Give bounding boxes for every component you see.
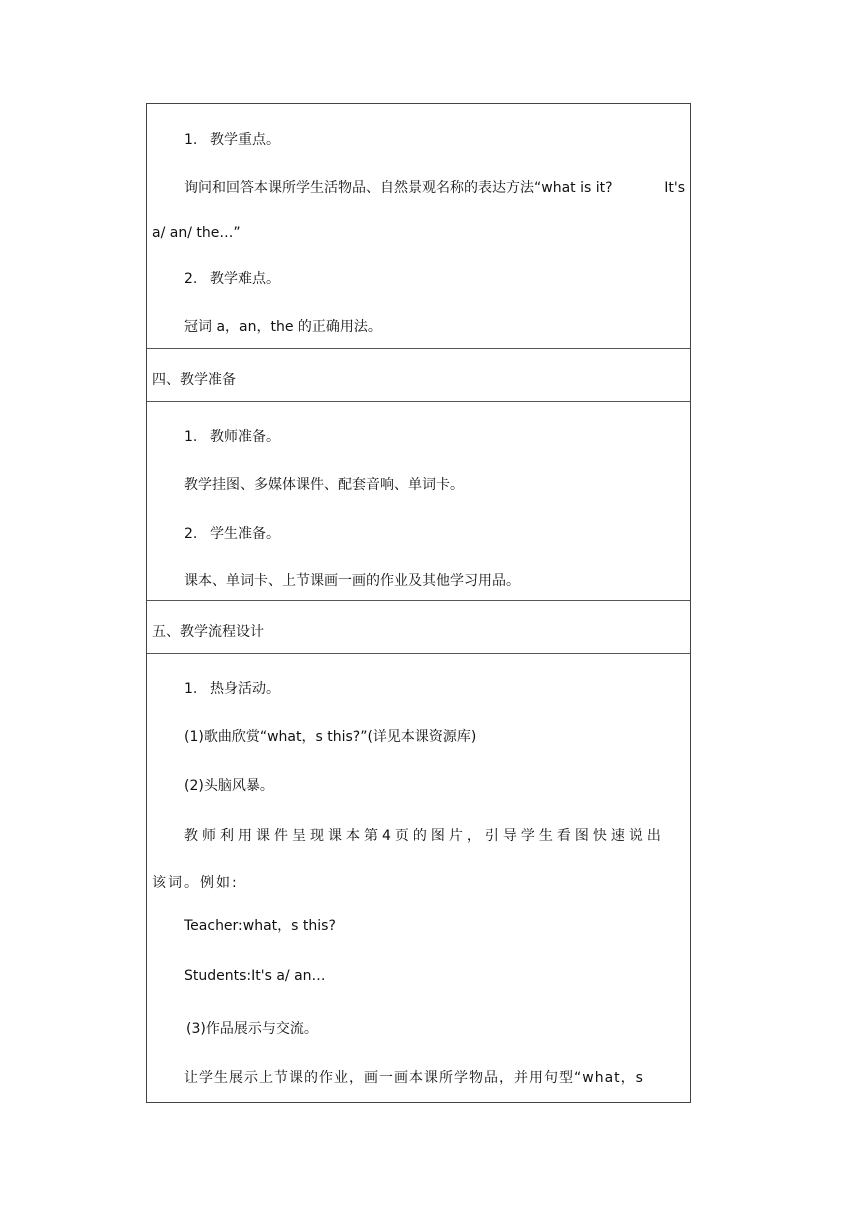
item-number: 1. — [184, 132, 198, 148]
difficult-point-text: 冠词 a，an，the 的正确用法。 — [184, 319, 382, 335]
item-number: 2. — [184, 526, 198, 542]
work-display: (3)作品展示与交流。 — [186, 1021, 318, 1037]
key-point-text-line1 — [184, 178, 685, 198]
item-title: 教学难点。 — [210, 271, 280, 287]
key-point-text-line2: a/ an/ the…” — [152, 225, 241, 241]
difficult-point-heading — [184, 269, 280, 289]
item-number: 1. — [184, 681, 198, 697]
brainstorm-text-line1: 教师利用课件呈现课本第4页的图片，引导学生看图快速说出 — [184, 828, 665, 844]
student-prep-heading — [184, 524, 280, 544]
item-number: 1. — [184, 429, 198, 445]
teacher-prep-text: 教学挂图、多媒体课件、配套音响、单词卡。 — [184, 477, 464, 493]
student-prep-text: 课本、单词卡、上节课画一画的作业及其他学习用品。 — [184, 573, 520, 589]
row-divider — [147, 401, 690, 402]
section-heading-process: 五、教学流程设计 — [152, 624, 264, 640]
item-title: 教师准备。 — [210, 429, 280, 445]
song-appreciation: (1)歌曲欣赏“what，s this?”(详见本课资源库) — [184, 729, 477, 745]
item-number: 2. — [184, 271, 198, 287]
brainstorm-text-line2: 该词。例如: — [152, 875, 239, 891]
row-divider — [147, 653, 690, 654]
key-point-text-a: 询问和回答本课所学生活物品、自然景观名称的表达方法“what is it? — [184, 180, 613, 196]
item-title: 学生准备。 — [210, 526, 280, 542]
dialog-teacher: Teacher:what，s this? — [184, 918, 336, 934]
item-title: 热身活动。 — [210, 681, 280, 697]
key-point-heading — [184, 130, 280, 150]
key-point-text-b: It's — [664, 180, 685, 196]
section-heading-preparation: 四、教学准备 — [152, 372, 236, 388]
row-divider — [147, 348, 690, 349]
brainstorm: (2)头脑风暴。 — [184, 778, 274, 794]
dialog-students: Students:It's a/ an… — [184, 968, 326, 984]
work-display-text: 让学生展示上节课的作业，画一画本课所学物品，并用句型“what，s — [184, 1070, 644, 1086]
warmup-heading — [184, 679, 280, 699]
row-divider — [147, 600, 690, 601]
lesson-plan-table — [146, 103, 691, 1103]
item-title: 教学重点。 — [210, 132, 280, 148]
teacher-prep-heading — [184, 427, 280, 447]
